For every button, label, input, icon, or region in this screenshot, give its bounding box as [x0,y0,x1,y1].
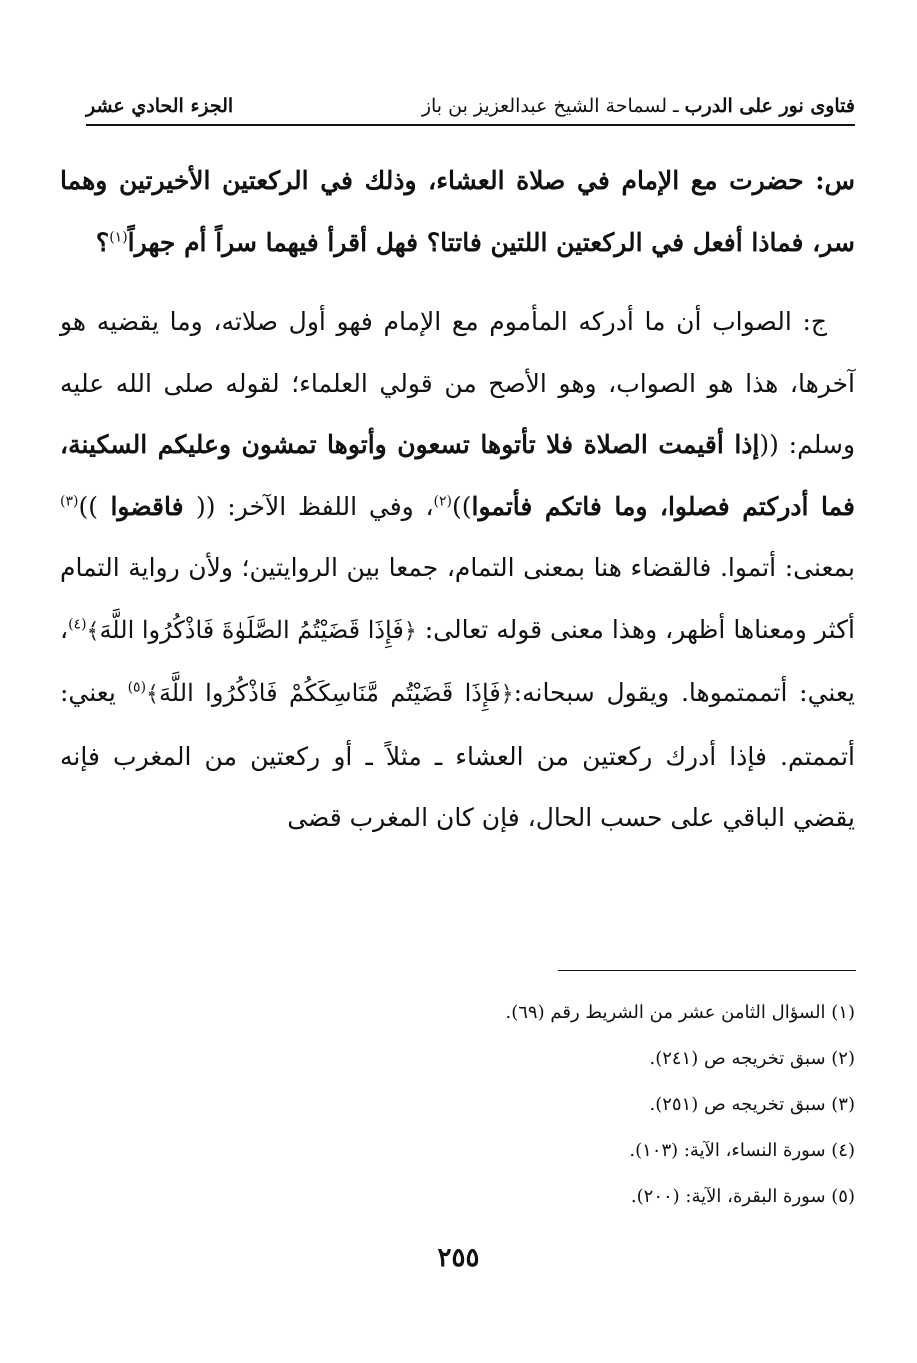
question-end: ؟ [95,227,110,257]
footnote-ref-5: (٥) [127,679,147,696]
quran-bracket-close-icon: ﴾ [86,618,100,644]
question-text: حضرت مع الإمام في صلاة العشاء، وذلك في الركعتين الأخيرتين وهما سر، فماذا أفعل في الركعتين اللتين فاتتا؟ فهل أقرأ فيهما سراً أم جهراً [60,166,855,257]
hadith-close-2: )) [78,491,98,521]
answer-part-2: ، وفي اللفظ الآخر: (( [196,491,434,521]
hadith-close-1: )) [452,491,472,521]
hadith-quote-2: فاقضوا [97,491,197,521]
footnote-item: (١) السؤال الثامن عشر من الشريط رقم (٦٩). [505,1002,855,1023]
footnote-item: (٢) سبق تخريجه ص (٢٤١). [649,1048,855,1069]
footnotes-list [55,990,855,1220]
series-title: فتاوى نور على الدرب [684,95,855,117]
footnote-ref-1: (١) [109,229,128,246]
answer-part-3: بمعنى: أتموا. فالقضاء هنا بمعنى التمام، جمعا بين الروايتين؛ ولأن رواية التمام أكثر ومعناها أظهر، وهذا معنى قوله تعالى: [60,553,855,644]
answer-part-5: يعني: أتممتم. فإذا أدرك ركعتين من العشاء ـ مثلاً ـ أو ركعتين من المغرب فإنه يقضي الباقي على حسب الحال، فإن كان المغرب قضى [60,678,855,832]
footnote-item: (٤) سورة النساء، الآية: (١٠٣). [629,1140,855,1161]
page-number: ٢٥٥ [437,1243,480,1273]
volume-label: الجزء الحادي عشر [86,95,234,117]
hadith-quote-1: إذا أقيمت الصلاة فلا تأتوها تسعون وأتوها تمشون وعليكم السكينة، فما أدركتم فصلوا، وما فاتكم فأتموا [60,430,855,521]
footnote-item: (٣) سبق تخريجه ص (٢٥١). [649,1094,855,1115]
quran-verse-2: فَإِذَا قَضَيْتُم مَّنَاسِكَكُمْ فَاذْكُرُوا اللَّهَ [158,679,501,707]
footnote-item: (٥) سورة البقرة، الآية: (٢٠٠). [630,1186,855,1207]
question-prefix: س: [815,166,855,195]
answer-part-4: ، يعني: أتممتموها. ويقول سبحانه: [60,614,855,707]
answer-paragraph [60,291,855,849]
main-text [60,150,855,849]
footnote-ref-4: (٤) [68,616,87,633]
answer-part-1: الصواب أن ما أدركه المأموم مع الإمام فهو أول صلاته، وما يقضيه هو آخرها، هذا هو الصواب، وهو الأصح من قولي العلماء؛ لقوله صلى الله عليه وسلم: (( [60,307,856,459]
quran-bracket-open-icon: ﴿ [403,618,417,644]
footnote-ref-3: (٣) [60,493,79,510]
answer-prefix: ج: [802,307,827,336]
question-paragraph [60,150,855,273]
quran-bracket-close-icon: ﴾ [146,682,159,707]
footnote-ref-2: (٢) [433,493,453,510]
running-header: فتاوى نور على الدرب ـ لسماحة الشيخ عبدالعزيز بن باز الجزء الحادي عشر [86,88,855,126]
footnote-divider [558,970,856,971]
quran-bracket-open-icon: ﴿ [500,682,514,707]
author-line: لسماحة الشيخ عبدالعزيز بن باز [421,95,667,117]
quran-verse-1: فَإِذَا قَضَيْتُمُ الصَّلَوٰةَ فَاذْكُرُوا اللَّهَ [99,615,404,644]
